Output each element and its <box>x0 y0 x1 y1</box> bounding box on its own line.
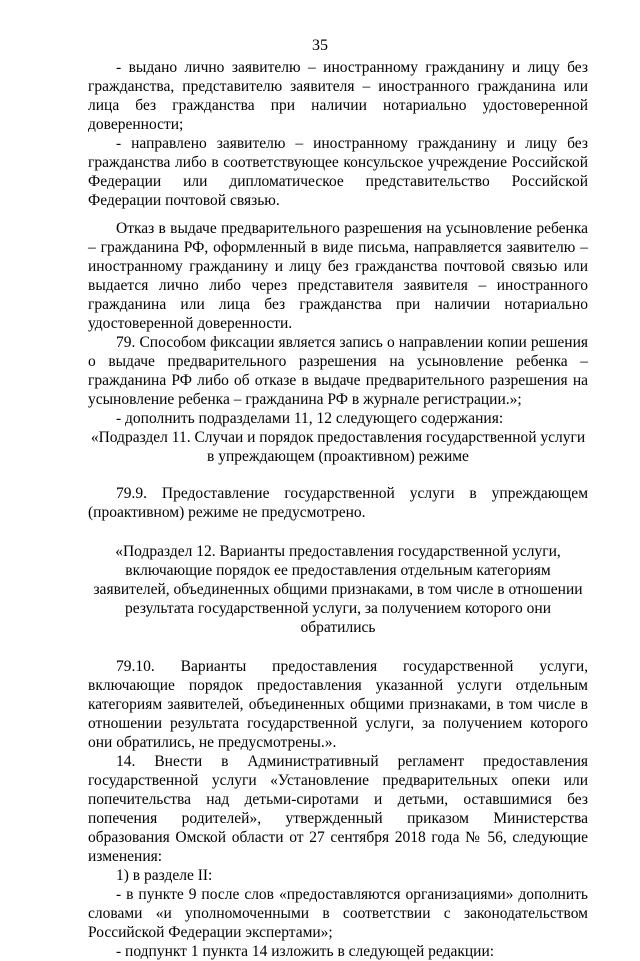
paragraph-sent-by-post: - направлено заявителю – иностранному гражданину и лицу без гражданства либо в соответствующее консульское учреждение Российской Федерации или дипломатическое представительство Российской Федерации почтовой связью. <box>88 135 588 209</box>
paragraph-79-9: 79.9. Предоставление государственной услуги в упреждающем (проактивном) режиме не предусмотрено. <box>88 485 588 521</box>
page-number: 35 <box>312 37 328 54</box>
subsection-11-heading: «Подраздел 11. Случаи и порядок предоставления государственной услуги в упреждающем (проактивном) режиме <box>90 429 586 465</box>
paragraph-section-2: 1) в разделе II: <box>116 867 213 884</box>
paragraph-point-9: - в пункте 9 после слов «предоставляются организациями» дополнить словами «и уполномоченными в соответствии с законодательством Российской Федерации экспертами»; <box>88 886 588 941</box>
document-body <box>88 58 588 961</box>
paragraph-add-subsections: - дополнить подразделами 11, 12 следующего содержания: <box>116 410 504 427</box>
paragraph-79: 79. Способом фиксации является запись о направлении копии решения о выдаче предварительного разрешения на усыновление ребенка – гражданина РФ либо об отказе в выдаче предварительного разрешения на усыновление ребенка – гражданина РФ в журнале регистрации.»; <box>88 334 588 408</box>
paragraph-79-10: 79.10. Варианты предоставления государственной услуги, включающие порядок предоставления указанной услуги отдельным категориям заявителей, объединенных общими признаками, в том числе в отношении результата государственной услуги, за получением которого они обратились, не предусмотрены.». <box>88 658 588 751</box>
paragraph-issued-personally: - выдано лично заявителю – иностранному гражданину и лицу без гражданства, представителю заявителя – иностранного гражданина или лица без гражданства при наличии нотариально удостоверенной доверенности; <box>88 59 588 133</box>
paragraph-14: 14. Внести в Административный регламент предоставления государственной услуги «Установление предварительных опеки или попечительства над детьми-сиротами и детьми, оставшимися без попечения родителей», утвержденный приказом Министерства образования Омской области от 27 сентября 2018 года № 56, следующие изменения: <box>88 753 588 865</box>
paragraph-refusal: Отказ в выдаче предварительного разрешения на усыновление ребенка – гражданина РФ, оформленный в виде письма, направляется заявителю – иностранному гражданину и лицу без гражданства почтовой связью или выдается лично либо через представителя заявителя – иностранного гражданина или лица без гражданства при наличии нотариально удостоверенной доверенности. <box>88 220 588 332</box>
subsection-12-heading: «Подраздел 12. Варианты предоставления государственной услуги, включающие порядок ее предоставления отдельным категориям заявителей, объединенных общими признаками, в том числе в отношении результата государственной услуги, за получением которого они обратились <box>93 543 583 636</box>
paragraph-subpoint-14: - подпункт 1 пункта 14 изложить в следующей редакции: <box>116 943 495 960</box>
